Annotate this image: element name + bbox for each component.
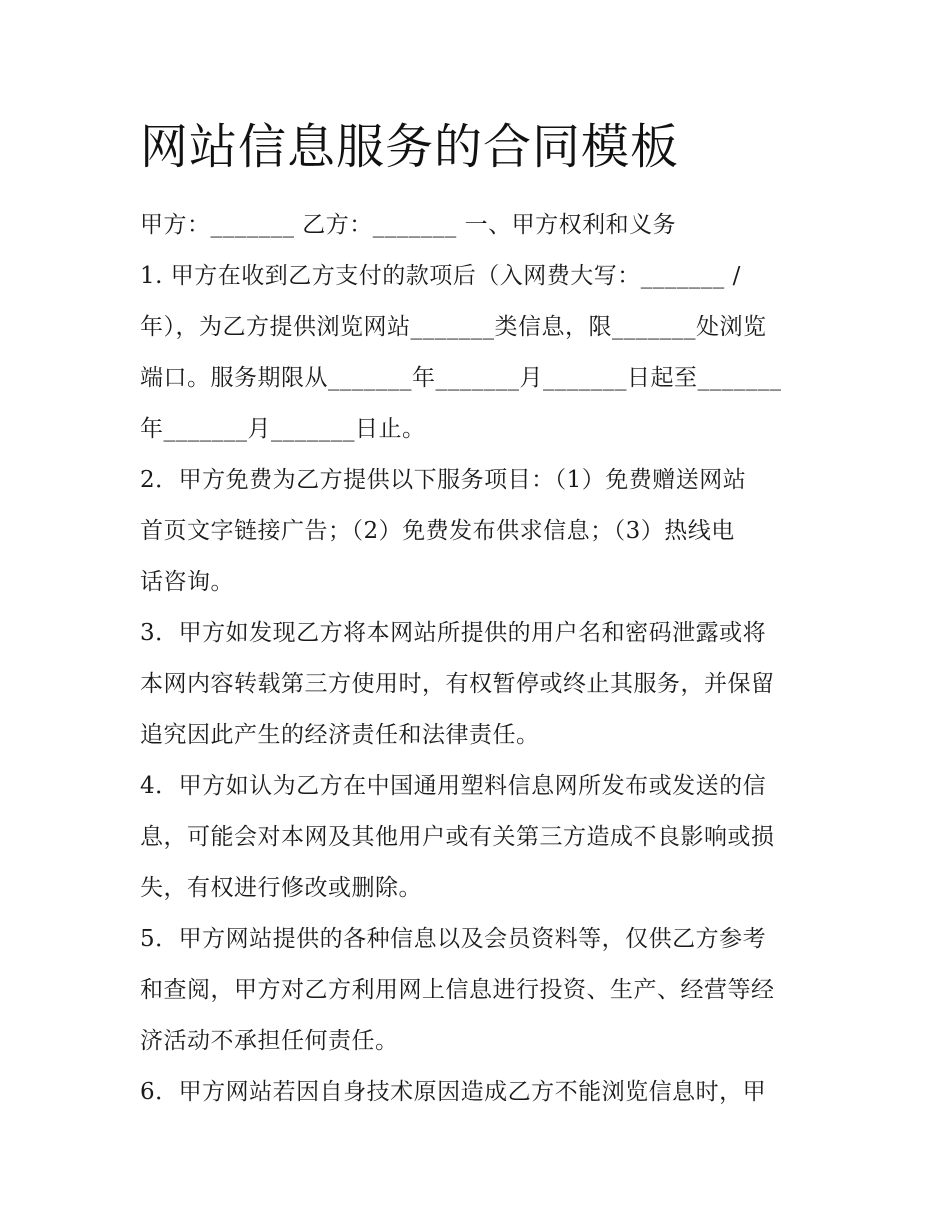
text-line: 1. 甲方在收到乙方支付的款项后（入网费大写：_______ / — [140, 263, 741, 289]
text-line: 年_______月_______日止。 — [140, 416, 426, 442]
text-line: 2．甲方免费为乙方提供以下服务项目：（1）免费赠送网站 — [140, 467, 747, 493]
text-line: 济活动不承担任何责任。 — [140, 1028, 399, 1054]
text-line: 本网内容转载第三方使用时，有权暂停或终止其服务，并保留 — [140, 671, 775, 697]
document-title: 网站信息服务的合同模板 — [140, 119, 680, 175]
text-line: 3．甲方如发现乙方将本网站所提供的用户名和密码泄露或将 — [140, 620, 767, 646]
document-body — [140, 200, 820, 1118]
text-line: 端口。服务期限从_______年_______月_______日起至_______ — [140, 365, 782, 391]
text-line: 和查阅，甲方对乙方利用网上信息进行投资、生产、经营等经 — [140, 977, 775, 1003]
text-line: 追究因此产生的经济责任和法律责任。 — [140, 722, 540, 748]
text-line: 年），为乙方提供浏览网站_______类信息，限_______处浏览 — [140, 314, 767, 340]
text-line: 话咨询。 — [140, 569, 234, 595]
text-line: 4．甲方如认为乙方在中国通用塑料信息网所发布或发送的信 — [140, 773, 767, 799]
text-line: 5．甲方网站提供的各种信息以及会员资料等，仅供乙方参考 — [140, 926, 767, 952]
text-line: 失，有权进行修改或删除。 — [140, 875, 422, 901]
text-line: 首页文字链接广告；（2）免费发布供求信息；（3）热线电 — [140, 518, 735, 544]
text-line: 6．甲方网站若因自身技术原因造成乙方不能浏览信息时，甲 — [140, 1079, 767, 1105]
text-line: 息，可能会对本网及其他用户或有关第三方造成不良影响或损 — [140, 824, 775, 850]
text-line: 甲方：_______ 乙方：_______ 一、甲方权利和义务 — [140, 212, 677, 238]
